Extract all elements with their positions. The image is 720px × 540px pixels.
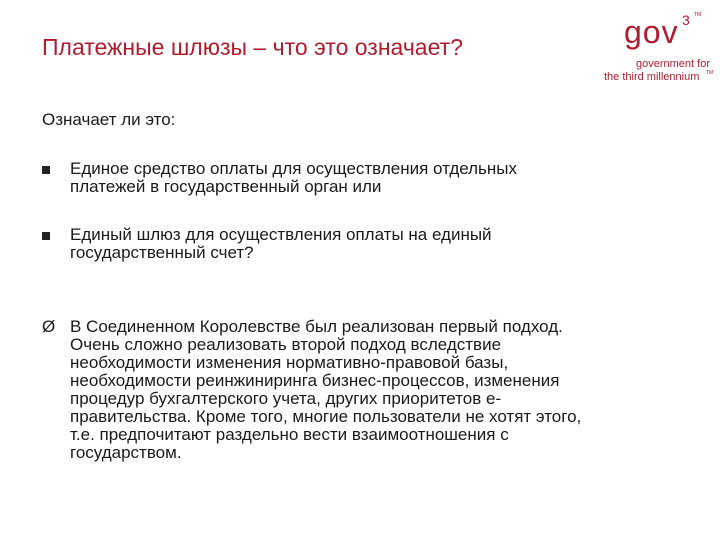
slide-title: Платежные шлюзы – что это означает? (42, 34, 463, 60)
logo-tagline-line1: government for (636, 58, 710, 70)
conclusion-line: правительства. Кроме того, многие пользователи не хотят этого, (70, 407, 582, 426)
arrow-bullet-icon: Ø (42, 317, 56, 336)
logo-superscript: 3 (682, 12, 690, 28)
bullet-line: Единый шлюз для осуществления оплаты на единый (70, 225, 492, 244)
bullet-text (70, 160, 682, 196)
logo-tagline-line2: the third millennium (604, 71, 700, 83)
square-bullet-icon (42, 166, 50, 174)
conclusion-line: Очень сложно реализовать второй подход вследствие (70, 335, 502, 354)
conclusion-line: процедур бухгалтерского учета, других приоритетов е- (70, 389, 502, 408)
conclusion-text (70, 318, 702, 462)
logo-trademark: TM (694, 12, 702, 18)
conclusion-item (42, 318, 702, 462)
conclusion-line: необходимости изменения нормативно-правовой базы, (70, 353, 509, 372)
conclusion-line: т.е. предпочитают раздельно вести взаимоотношения с (70, 425, 509, 444)
intro-text: Означает ли это: (42, 110, 176, 129)
bullet-text (70, 226, 682, 262)
conclusion-line: государством. (70, 443, 182, 462)
bullet-item (42, 226, 682, 262)
logo-wordmark: gov (624, 14, 679, 50)
bullet-line: платежей в государственный орган или (70, 177, 382, 196)
bullet-line: государственный счет? (70, 243, 254, 262)
gov3-logo (598, 12, 716, 82)
bullet-line: Единое средство оплаты для осуществления отдельных (70, 159, 518, 178)
conclusion-line: необходимости реинжиниринга бизнес-процессов, изменения (70, 371, 560, 390)
logo-tagline-trademark: TM (706, 70, 714, 76)
square-bullet-icon (42, 232, 50, 240)
bullet-item (42, 160, 682, 196)
conclusion-line: В Соединенном Королевстве был реализован первый подход. (70, 317, 563, 336)
